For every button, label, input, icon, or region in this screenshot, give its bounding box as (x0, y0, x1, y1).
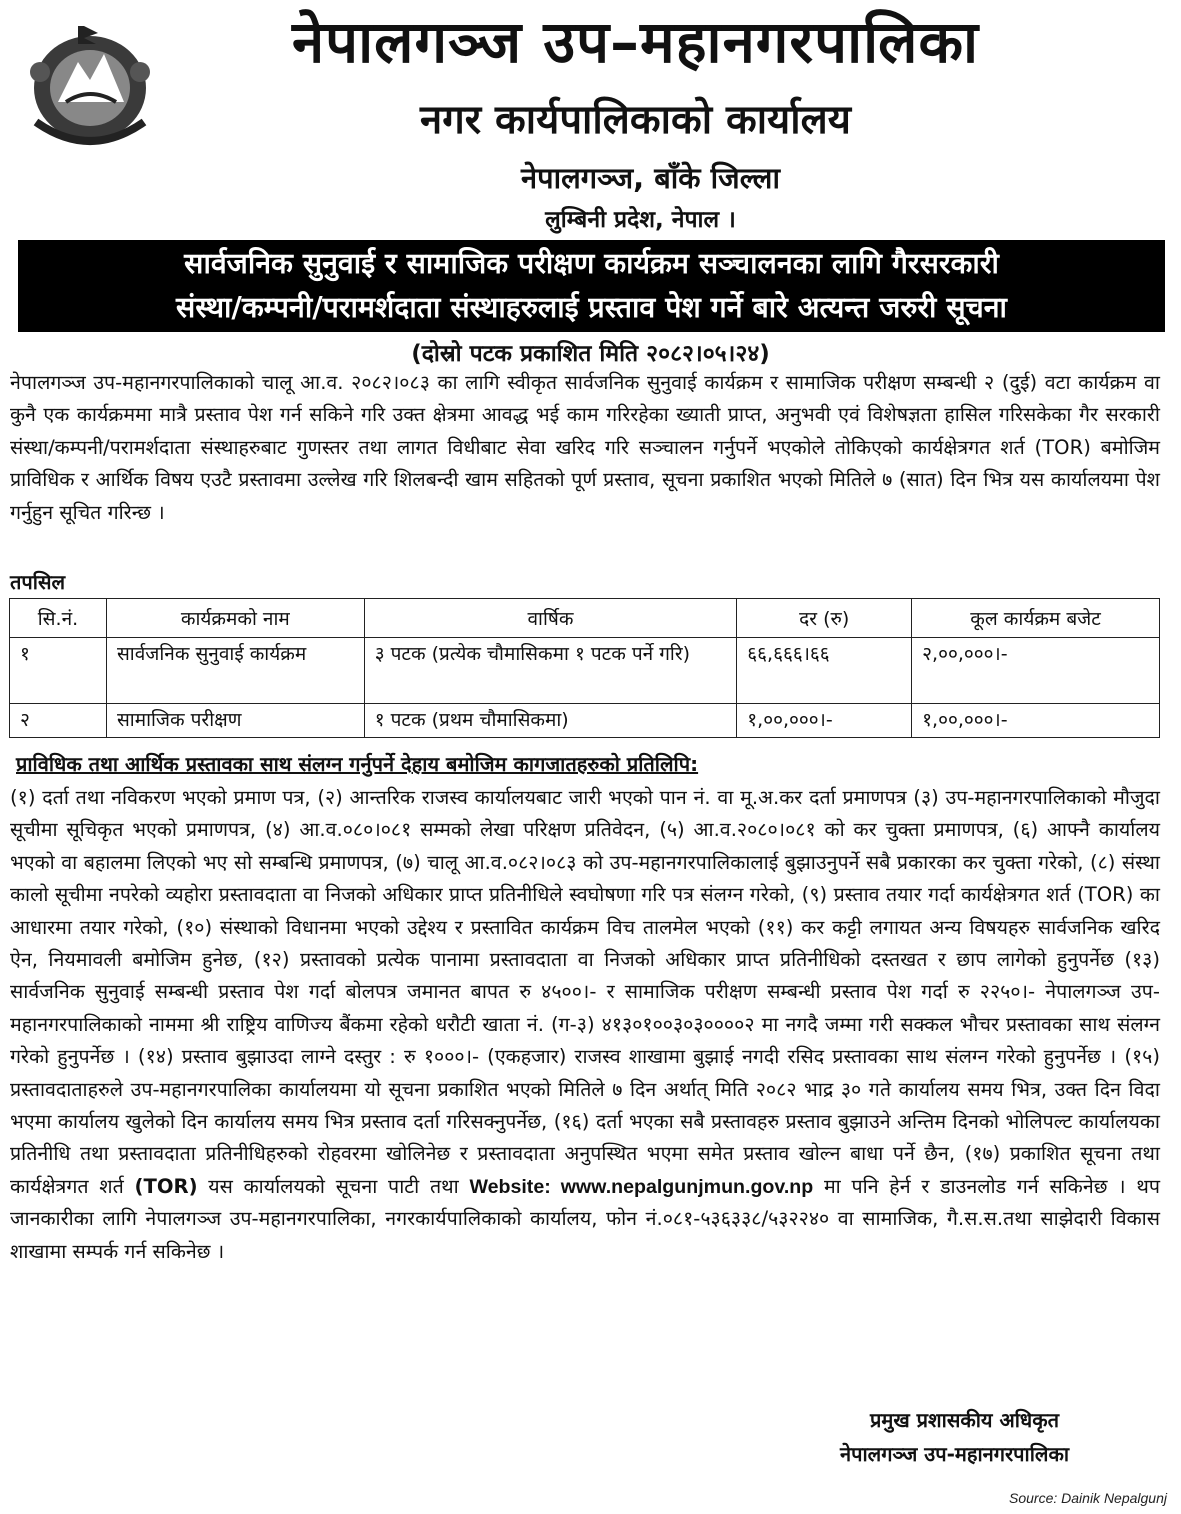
documents-body: (१) दर्ता तथा नविकरण भएको प्रमाण पत्र, (२) आन्तरिक राजस्व कार्यालयबाट जारी भएको पान नं. वा मू.अ.कर दर्ता प्रमाणपत्र (३) उप-महानगरपालिकाको मौजुदा सूचीमा सूचिकृत भएको प्रमाणपत्र, (४) आ.व.०८०।०८१ सम्मको लेखा परिक्षण प्रतिवेदन, (५) आ.व.२०८०।०८१ को कर चुक्ता प्रमाणपत्र, (६) आफ्नै कार्यालय भएको वा बहालमा लिएको भए सो सम्बन्धि प्रमाणपत्र, (७) चालू आ.व.०८२।०८३ को उप-महानगरपालिकालाई बुझाउनुपर्ने सबै प्रकारका कर चुक्ता गरेको, (८) संस्था कालो सूचीमा नपरेको व्यहोरा प्रस्तावदाता वा निजको अधिकार प्राप्त प्रतिनीधिले स्वघोषणा गरि पत्र संलग्न गरेको, (९) प्रस्ताव तयार गर्दा कार्यक्षेत्रगत शर्त (TOR) का आधारमा तयार गरेको, (१०) संस्थाको विधानमा भएको उद्देश्य र प्रस्तावित कार्यक्रम विच तालमेल भएको (११) कर कट्टी लगायत अन्य विषयहरु सार्वजनिक खरिद ऐन, नियमावली बमोजिम हुनेछ, (१२) प्रस्तावको प्रत्येक पानामा प्रस्तावदाता वा निजको अधिकार प्राप्त प्रतिनीधिको दस्तखत र छाप लागेको हुनुपर्नेछ (१३) सार्वजनिक सुनुवाई सम्बन्धी प्रस्ताव पेश गर्दा बोलपत्र जमानत बापत रु ४५००।- र सामाजिक परीक्षण सम्बन्धी प्रस्ताव पेश गर्दा रु २२५०।- नेपालगञ्ज उप-महानगरपालिकाको नाममा श्री राष्ट्रिय वाणिज्य बैंकमा रहेको धरौटी खाता नं. (ग-३) ४१३०१००३०३००००२ मा नगदै जम्मा गरी सक्कल भौचर प्रस्तावका साथ संलग्न गरेको हुनुपर्नेछ । (१४) प्रस्ताव बुझाउदा लाग्ने दस्तुर : रु १०००।- (एकहजार) राजस्व शाखामा बुझाई नगदी रसिद प्रस्तावका साथ संलग्न गरेको हुनुपर्नेछ । (१५) प्रस्तावदाताहरुले उप-महानगरपालिका कार्यालयमा यो सूचना प्रकाशित भएको मितिले ७ दिन अर्थात् मिति २०८२ भाद्र ३० गते कार्यालय समय भित्र, उक्त दिन विदा भएमा कार्यालय खुलेको दिन कार्यालय समय भित्र प्रस्ताव दर्ता गरिसक्नुपर्नेछ, (१६) दर्ता भएका सबै प्रस्तावहरु प्रस्ताव बुझाउने अन्तिम दिनको भोलिपल्ट कार्यालयका प्रतिनीधि तथा प्रस्तावदाता प्रतिनीधिहरुको रोहवरमा खोलिनेछ र प्रस्तावदाता अनुपस्थित भएमा समेत प्रस्ताव खोल्न बाधा पर्ने छैन, (१७) प्रकाशित सूचना तथा कार्यक्षेत्रगत शर्त (10, 786, 1160, 1198)
table-row (10, 704, 1160, 738)
notice-title-line-2: संस्था/कम्पनी/परामर्शदाता संस्थाहरुलाई प्रस्ताव पेश गर्ने बारे अत्यन्त जरुरी सूचना (176, 291, 1007, 324)
office-location: नेपालगञ्ज, बाँके जिल्ला (521, 161, 780, 195)
table-cell: १ पटक (प्रथम चौमासिकमा) (364, 704, 737, 738)
table-header-row (10, 599, 1160, 638)
program-budget-table (9, 598, 1160, 738)
signatory-title: प्रमुख प्रशासकीय अधिकृत (870, 1408, 1059, 1432)
notice-title-line-1: सार्वजनिक सुनुवाई र सामाजिक परीक्षण कार्यक्रम सञ्चालनका लागि गैरसरकारी (184, 247, 999, 280)
intro-paragraph: नेपालगञ्ज उप-महानगरपालिकाको चालू आ.व. २०८२।०८३ का लागि स्वीकृत सार्वजनिक सुनुवाई कार्यक्रम र सामाजिक परीक्षण सम्बन्धी २ (दुई) वटा कार्यक्रम वा कुनै एक कार्यक्रममा मात्रै प्रस्ताव पेश गर्न सकिने गरि उक्त क्षेत्रमा आवद्ध भई काम गरिरहेका ख्याती प्राप्त, अनुभवी एवं विशेषज्ञता हासिल गरिसकेका गैर सरकारी संस्था/कम्पनी/परामर्शदाता संस्थाहरुबाट गुणस्तर तथा लागत विधीबाट सेवा खरिद गरि सञ्चालन गर्नुपर्ने भएकोले तोकिएको कार्यक्षेत्रगत शर्त (TOR) बमोजिम प्राविधिक र आर्थिक विषय एउटै प्रस्तावमा उल्लेख गरि शिलबन्दी खाम सहितको पूर्ण प्रस्ताव, सूचना प्रकाशित भएको मितिले ७ (सात) दिन भित्र यस कार्यालयमा पेश गर्नुहुन सूचित गरिन्छ । (10, 371, 1160, 524)
table-row (10, 638, 1160, 704)
column-header: कूल कार्यक्रम बजेट (912, 599, 1160, 638)
table-cell: ६६,६६६।६६ (737, 638, 912, 704)
table-cell: २ (10, 704, 107, 738)
table-cell: १,००,०००।- (737, 704, 912, 738)
province-line: लुम्बिनी प्रदेश, नेपाल । (545, 207, 736, 233)
table-cell: २,००,०००।- (912, 638, 1160, 704)
table-cell: सार्वजनिक सुनुवाई कार्यक्रम (106, 638, 364, 704)
notice-title-banner (18, 240, 1165, 332)
details-label: तपसिल (10, 570, 66, 594)
column-header: वार्षिक (364, 599, 737, 638)
reprint-date: (दोस्रो पटक प्रकाशित मिति २०८२।०५।२४) (411, 341, 770, 367)
table-cell: ३ पटक (प्रत्येक चौमासिकमा १ पटक पर्ने गरि) (364, 638, 737, 704)
website-link[interactable]: Website: www.nepalgunjmun.gov.np (469, 1175, 814, 1198)
documents-paragraph (10, 782, 1160, 1268)
tor-label: (TOR) (134, 1174, 198, 1198)
column-header: कार्यक्रमको नाम (106, 599, 364, 638)
documents-body-3: मा पनि हेर्न र डाउनलोड गर्न सकिनेछ । थप जानकारीका लागि नेपालगञ्ज उप-महानगरपालिका, नगरकार्यपालिकाको कार्यालय, फोन नं.०८१-५३६३३८/५३२२४० वा सामाजिक, गै.स.स.तथा साझेदारी विकास शाखामा सम्पर्क गर्न सकिनेछ । (10, 1174, 1160, 1263)
column-header: दर (रु) (737, 599, 912, 638)
table-cell: सामाजिक परीक्षण (106, 704, 364, 738)
letterhead (0, 0, 1181, 238)
office-name: नगर कार्यपालिकाको कार्यालय (420, 97, 851, 143)
column-header: सि.नं. (10, 599, 107, 638)
municipality-name: नेपालगञ्ज उप–महानगरपालिका (291, 8, 980, 76)
documents-body-2: यस कार्यालयको सूचना पाटी तथा (208, 1174, 459, 1198)
signatory-office: नेपालगञ्ज उप-महानगरपालिका (840, 1442, 1070, 1466)
source-credit: Source: Dainik Nepalgunj (1009, 1490, 1167, 1506)
documents-heading: प्राविधिक तथा आर्थिक प्रस्तावका साथ संलग्न गर्नुपर्ने देहाय बमोजिम कागजातहरुको प्रतिलिपि: (16, 752, 699, 776)
table-cell: १ (10, 638, 107, 704)
table-cell: १,००,०००।- (912, 704, 1160, 738)
